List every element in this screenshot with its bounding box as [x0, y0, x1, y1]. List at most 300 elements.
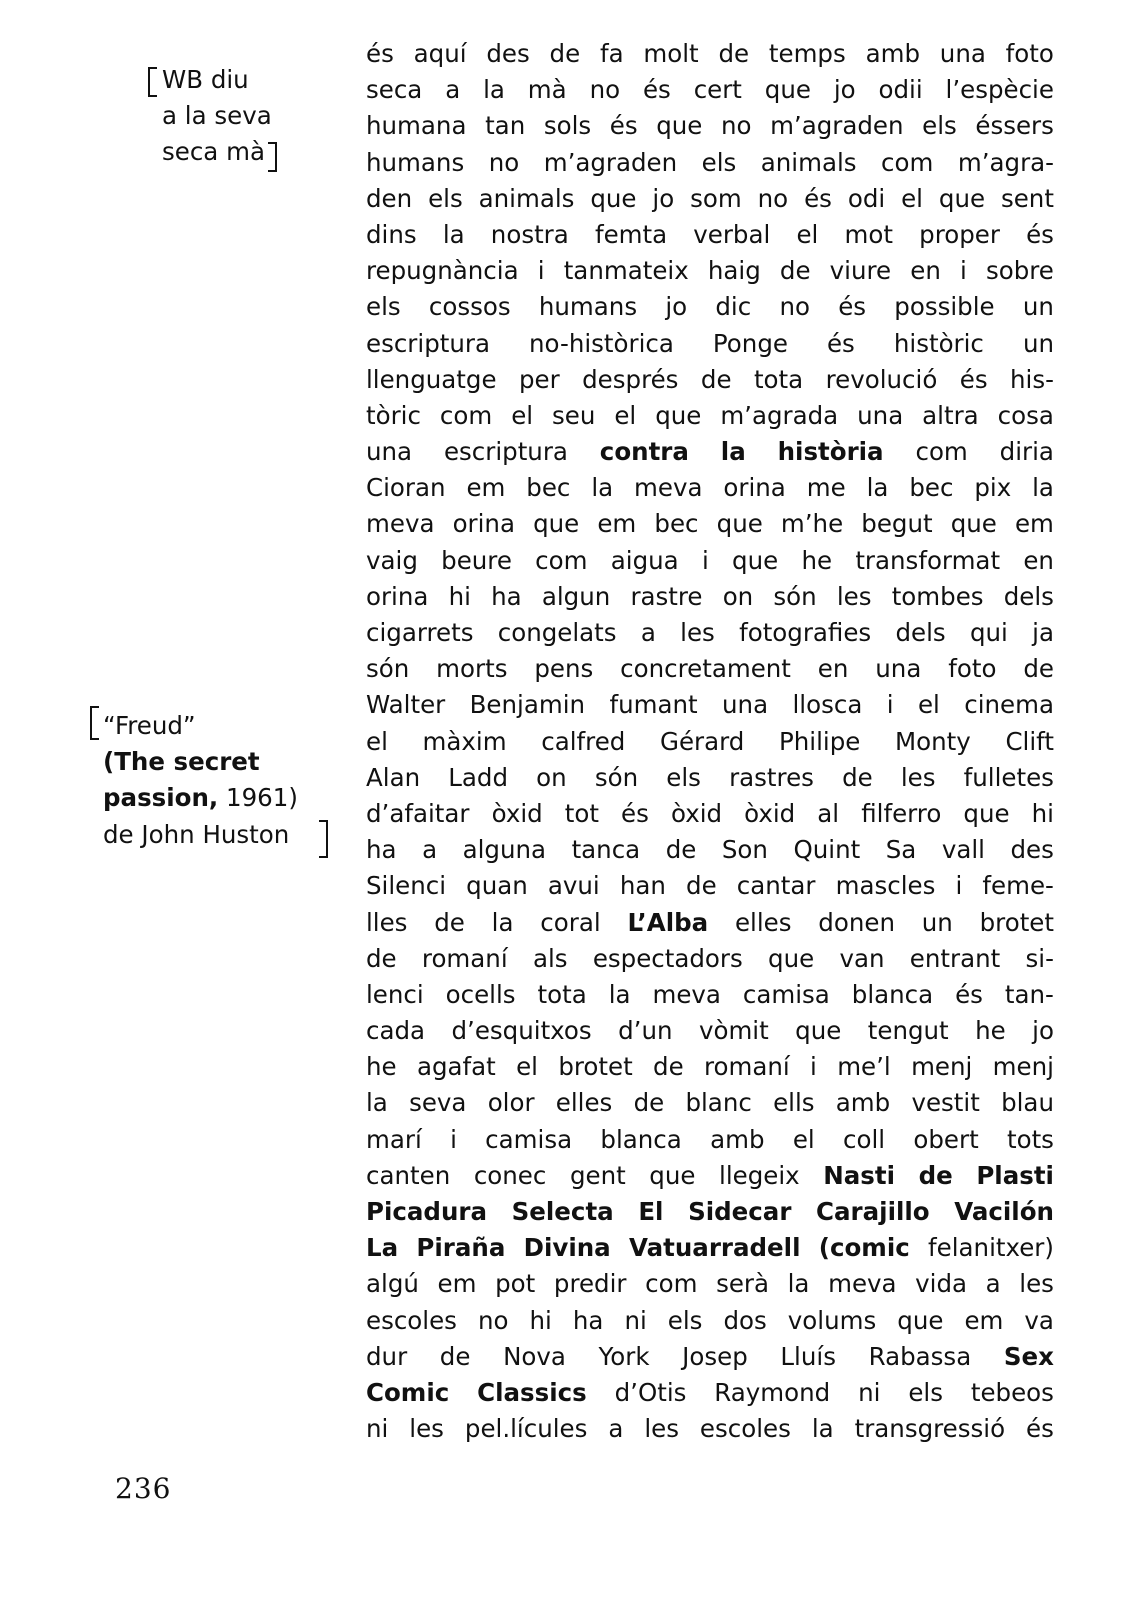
- word: on: [536, 762, 567, 792]
- word: rastre: [630, 581, 703, 611]
- word: als: [532, 943, 568, 973]
- text-line: [366, 108, 1054, 144]
- word: canten: [366, 1160, 451, 1190]
- text-line: [366, 72, 1054, 108]
- word: que: [764, 75, 811, 105]
- word: meva: [828, 1269, 897, 1299]
- word: els: [922, 111, 957, 141]
- bold-word: El: [638, 1197, 664, 1226]
- word: cossos: [428, 292, 511, 322]
- word: menj: [992, 1052, 1054, 1082]
- word: no: [779, 292, 810, 322]
- margin-note-wb: [162, 62, 272, 171]
- text-line: [366, 1266, 1054, 1302]
- word: Son: [721, 835, 768, 865]
- word: orina: [723, 473, 786, 503]
- word: el: [796, 219, 819, 249]
- word: animals: [760, 147, 857, 177]
- word: odi: [847, 183, 886, 213]
- margin-note-year: 1961): [218, 783, 298, 813]
- word: de: [665, 835, 697, 865]
- word: mà: [527, 75, 567, 105]
- word: cada: [366, 1016, 426, 1046]
- word: escoles: [699, 1414, 791, 1444]
- word: elles: [734, 907, 792, 937]
- word: temps: [768, 39, 846, 68]
- word: el: [614, 400, 637, 430]
- word: la: [483, 75, 505, 105]
- margin-note-wb-close-bracket: [268, 142, 277, 172]
- word: és: [826, 328, 855, 358]
- word: que: [590, 183, 637, 213]
- word: tan-: [1004, 979, 1054, 1009]
- word: Lluís: [780, 1341, 836, 1371]
- text-line: [366, 1194, 1054, 1230]
- word: Clift: [1005, 726, 1054, 756]
- word: els: [667, 1305, 703, 1335]
- word: de: [366, 943, 397, 973]
- text-line: [366, 905, 1054, 941]
- margin-note-wb-open-bracket: [148, 67, 157, 97]
- word: hi: [1031, 798, 1054, 828]
- word: dels: [1003, 581, 1054, 611]
- text-line: [366, 687, 1054, 723]
- word: jo: [652, 183, 675, 213]
- word: quan: [466, 871, 528, 901]
- word: volums: [787, 1305, 877, 1335]
- word: la: [491, 907, 514, 937]
- word: en: [1023, 545, 1054, 575]
- word: i: [450, 1124, 457, 1154]
- word: des: [486, 39, 530, 68]
- word: dels: [895, 618, 946, 647]
- word: les: [836, 581, 872, 611]
- word: jo: [833, 75, 856, 105]
- word: a: [422, 835, 438, 865]
- word: Benjamin: [469, 690, 586, 720]
- text-line: [366, 362, 1054, 398]
- word: bec: [526, 473, 571, 503]
- word: dins: [366, 219, 417, 249]
- page-number: 236: [115, 1472, 172, 1505]
- word: que: [649, 1160, 696, 1190]
- text-line: [366, 941, 1054, 977]
- word: escriptura: [443, 437, 568, 467]
- bold-word: contra: [599, 437, 689, 467]
- margin-note-freud-open-bracket: [90, 706, 99, 740]
- word: els: [908, 1377, 943, 1407]
- word: viure: [829, 256, 892, 286]
- word: coral: [540, 907, 601, 937]
- word: la: [608, 979, 631, 1009]
- word: agafat: [416, 1052, 496, 1082]
- word: aigua: [610, 545, 679, 575]
- word: bec: [654, 509, 699, 539]
- word: el: [516, 1052, 538, 1082]
- word: avui: [547, 871, 600, 901]
- bold-word: Plasti: [976, 1160, 1054, 1190]
- word: i: [955, 871, 963, 901]
- word: la: [1032, 473, 1054, 503]
- word: possible: [894, 292, 995, 322]
- word: els: [428, 183, 463, 213]
- word: Gérard: [660, 726, 745, 756]
- word: d’afaitar: [366, 798, 470, 828]
- word: escriptura: [366, 328, 490, 358]
- word: vaig: [366, 545, 418, 575]
- word: Quint: [793, 835, 861, 865]
- word: de: [779, 256, 811, 286]
- word: odii: [878, 75, 923, 105]
- margin-note-line: passion, 1961): [103, 783, 298, 813]
- text-line: [366, 36, 1054, 72]
- word: qui: [969, 618, 1008, 647]
- word: un: [1022, 292, 1054, 322]
- word: les: [900, 762, 936, 792]
- word: ha: [572, 1305, 604, 1335]
- word: algú: [366, 1269, 419, 1299]
- word: transformat: [855, 545, 1001, 575]
- word: blanca: [600, 1124, 682, 1154]
- word: és: [838, 292, 867, 322]
- word: va: [1024, 1305, 1054, 1335]
- word: i: [810, 1052, 817, 1082]
- word: com: [645, 1269, 698, 1299]
- word: altra: [922, 400, 979, 430]
- word: repugnància: [366, 256, 519, 286]
- word: en: [817, 654, 849, 684]
- word: de: [633, 1088, 665, 1118]
- bold-word: Vacilón: [954, 1197, 1054, 1226]
- word: aquí: [413, 39, 467, 68]
- word: una: [366, 437, 413, 467]
- word: beure: [441, 545, 512, 575]
- word: revolució: [825, 364, 938, 394]
- word: que: [795, 1016, 842, 1046]
- word: les: [644, 1414, 679, 1444]
- word: he: [366, 1052, 397, 1082]
- word: Walter: [366, 690, 446, 720]
- word: òxid: [744, 798, 796, 828]
- word: no-històrica: [529, 328, 674, 358]
- word: òxid: [670, 798, 723, 828]
- word: bec: [909, 473, 954, 503]
- word: espectadors: [592, 943, 743, 973]
- word: felanitxer): [928, 1233, 1054, 1263]
- word: sent: [1000, 183, 1054, 213]
- word: Alan: [366, 762, 421, 792]
- word: lles: [366, 907, 408, 937]
- word: cosa: [997, 400, 1054, 430]
- word: em: [1014, 509, 1054, 539]
- word: amb: [710, 1124, 765, 1154]
- word: York: [598, 1341, 650, 1371]
- word: a: [445, 75, 461, 105]
- word: com: [881, 147, 934, 177]
- word: ni: [624, 1305, 647, 1335]
- word: tanca: [571, 835, 641, 865]
- word: Monty: [895, 726, 971, 756]
- bold-word: (comic: [818, 1233, 910, 1263]
- word: no: [589, 75, 621, 105]
- word: d’esquitxos: [451, 1016, 592, 1046]
- word: d’Otis: [614, 1377, 687, 1407]
- margin-note-freud: [103, 708, 298, 853]
- word: animals: [478, 183, 575, 213]
- word: de: [842, 762, 873, 792]
- word: som: [690, 183, 742, 213]
- word: fotografies: [739, 618, 872, 647]
- word: una: [875, 654, 922, 684]
- word: Nova: [503, 1341, 566, 1371]
- text-line: [366, 181, 1054, 217]
- word: els: [666, 762, 701, 792]
- word: camisa: [742, 979, 830, 1009]
- text-line: [366, 253, 1054, 289]
- word: fumant: [609, 690, 698, 720]
- word: els: [366, 292, 401, 322]
- word: que: [656, 111, 703, 141]
- word: màxim: [422, 726, 507, 756]
- word: vestit: [911, 1088, 980, 1118]
- word: ja: [1032, 618, 1054, 647]
- word: foto: [948, 654, 997, 684]
- word: jo: [665, 292, 688, 322]
- word: humans: [366, 147, 465, 177]
- text-line: [366, 1122, 1054, 1158]
- word: a: [985, 1269, 1001, 1299]
- word: blanc: [685, 1088, 752, 1118]
- text-line: [366, 470, 1054, 506]
- word: fa: [599, 39, 624, 68]
- bold-word: Piraña: [416, 1233, 506, 1263]
- word: sobre: [985, 256, 1054, 286]
- word: ells: [773, 1088, 815, 1118]
- word: de: [549, 39, 581, 68]
- word: tota: [537, 979, 587, 1009]
- word: orina: [452, 509, 515, 539]
- word: Josep: [682, 1341, 748, 1371]
- word: concretament: [620, 654, 791, 684]
- word: com: [535, 545, 588, 575]
- word: d’un: [618, 1016, 673, 1046]
- word: que: [897, 1305, 944, 1335]
- word: que: [716, 509, 763, 539]
- word: cigarrets: [366, 618, 474, 647]
- word: jo: [1032, 1016, 1054, 1046]
- text-line: [366, 145, 1054, 181]
- word: com: [439, 400, 493, 430]
- word: com: [915, 437, 968, 467]
- word: una: [939, 39, 986, 68]
- text-line: [366, 868, 1054, 904]
- word: que: [533, 509, 580, 539]
- bold-word: de: [918, 1160, 953, 1190]
- text-line: [366, 977, 1054, 1013]
- bold-word: Sidecar: [688, 1197, 792, 1226]
- text-line: [366, 1339, 1054, 1375]
- text-line: [366, 651, 1054, 687]
- word: cantar: [736, 871, 816, 901]
- text-line: [366, 1158, 1054, 1194]
- word: on: [722, 581, 754, 611]
- word: és: [609, 111, 638, 141]
- word: és: [642, 75, 671, 105]
- text-line: [366, 289, 1054, 325]
- word: és: [959, 364, 988, 394]
- word: mascles: [835, 871, 936, 901]
- bold-word: L’Alba: [627, 907, 709, 937]
- text-line: [366, 1411, 1054, 1447]
- word: femta: [594, 219, 668, 249]
- word: Cioran: [366, 473, 446, 503]
- word: nostra: [490, 219, 569, 249]
- word: vida: [915, 1269, 968, 1299]
- bold-word: Sex: [1003, 1341, 1054, 1371]
- word: seu: [552, 400, 596, 430]
- word: camisa: [485, 1124, 573, 1154]
- word: la: [811, 1414, 834, 1444]
- word: cinema: [964, 690, 1054, 720]
- word: foto: [1005, 39, 1054, 68]
- word: és: [621, 798, 649, 828]
- word: Ladd: [448, 762, 509, 792]
- word: i: [960, 256, 967, 286]
- word: els: [701, 147, 737, 177]
- bold-word: Classics: [477, 1377, 587, 1407]
- word: molt: [643, 39, 699, 68]
- word: el: [792, 1124, 815, 1154]
- word: de: [434, 907, 465, 937]
- word: menj: [911, 1052, 973, 1082]
- word: que: [950, 509, 997, 539]
- word: brotet: [979, 907, 1054, 937]
- word: m’agraden: [543, 147, 678, 177]
- word: tota: [753, 364, 804, 394]
- word: donen: [818, 907, 895, 937]
- word: és: [1026, 219, 1054, 249]
- word: òxid: [491, 798, 543, 828]
- word: no: [720, 111, 752, 141]
- word: l’espècie: [945, 75, 1054, 105]
- word: i: [701, 545, 709, 575]
- word: humana: [366, 111, 467, 141]
- word: ni: [858, 1377, 881, 1407]
- word: Rabassa: [868, 1341, 972, 1371]
- word: meva: [366, 509, 435, 539]
- word: he: [801, 545, 833, 575]
- text-line: [366, 579, 1054, 615]
- word: tengut: [867, 1016, 949, 1046]
- word: coll: [843, 1124, 886, 1154]
- word: elles: [555, 1088, 613, 1118]
- word: pel.lícules: [464, 1414, 588, 1444]
- word: morts: [436, 654, 508, 684]
- word: em: [437, 1269, 477, 1299]
- word: són: [366, 654, 410, 684]
- word: Philipe: [779, 726, 861, 756]
- bold-word: La: [366, 1233, 399, 1263]
- word: olor: [487, 1088, 535, 1118]
- body-text: [366, 36, 1054, 1447]
- bold-word: la: [720, 437, 746, 467]
- word: meva: [634, 473, 703, 503]
- text-line: [366, 1303, 1054, 1339]
- word: un: [921, 907, 953, 937]
- word: vall: [941, 835, 985, 865]
- word: éssers: [975, 111, 1054, 141]
- word: dur: [366, 1341, 408, 1371]
- text-line: [366, 1013, 1054, 1049]
- word: pens: [534, 654, 594, 684]
- word: no: [488, 147, 520, 177]
- word: les: [409, 1414, 444, 1444]
- margin-note-freud-close-bracket: [319, 820, 328, 858]
- text-line: [366, 398, 1054, 434]
- word: que: [768, 943, 815, 973]
- margin-note-line: “Freud”: [103, 711, 196, 740]
- word: pix: [974, 473, 1012, 503]
- word: tan: [485, 111, 526, 141]
- word: hi: [529, 1305, 552, 1335]
- word: amb: [835, 1088, 891, 1118]
- word: de: [653, 1052, 684, 1082]
- word: vòmit: [698, 1016, 769, 1046]
- word: i: [886, 690, 894, 720]
- word: his-: [1010, 364, 1054, 394]
- word: me’l: [837, 1052, 891, 1082]
- word: el: [901, 183, 923, 213]
- word: blau: [1001, 1088, 1054, 1118]
- bold-word: Nasti: [823, 1160, 895, 1190]
- word: tòric: [366, 400, 421, 430]
- bold-word: Vatuarradell: [628, 1233, 801, 1263]
- word: no: [477, 1305, 509, 1335]
- word: haig: [707, 256, 761, 286]
- word: per: [518, 364, 560, 394]
- word: de: [439, 1341, 471, 1371]
- word: seca: [366, 75, 423, 105]
- word: fulletes: [963, 762, 1054, 792]
- word: històric: [893, 328, 984, 358]
- bold-word: Divina: [523, 1233, 611, 1263]
- word: han: [619, 871, 666, 901]
- word: tanmateix: [563, 256, 689, 286]
- text-line: [366, 543, 1054, 579]
- word: hi: [448, 581, 471, 611]
- word: ha: [491, 581, 522, 611]
- word: Raymond: [714, 1377, 831, 1407]
- word: humans: [538, 292, 638, 322]
- word: a: [640, 618, 656, 647]
- word: una: [857, 400, 904, 430]
- word: dic: [715, 292, 752, 322]
- word: romaní: [421, 943, 508, 973]
- word: obert: [913, 1124, 979, 1154]
- word: són: [773, 581, 817, 611]
- word: Silenci: [366, 871, 447, 901]
- word: feme-: [982, 871, 1054, 901]
- word: em: [466, 473, 506, 503]
- word: begut: [861, 509, 933, 539]
- word: algun: [541, 581, 611, 611]
- word: un: [1022, 328, 1054, 358]
- word: filferro: [861, 798, 942, 828]
- bold-word: història: [777, 437, 884, 467]
- word: den: [366, 183, 413, 213]
- margin-note-line: (The secret: [103, 747, 260, 777]
- bold-word: Picadura: [366, 1197, 488, 1226]
